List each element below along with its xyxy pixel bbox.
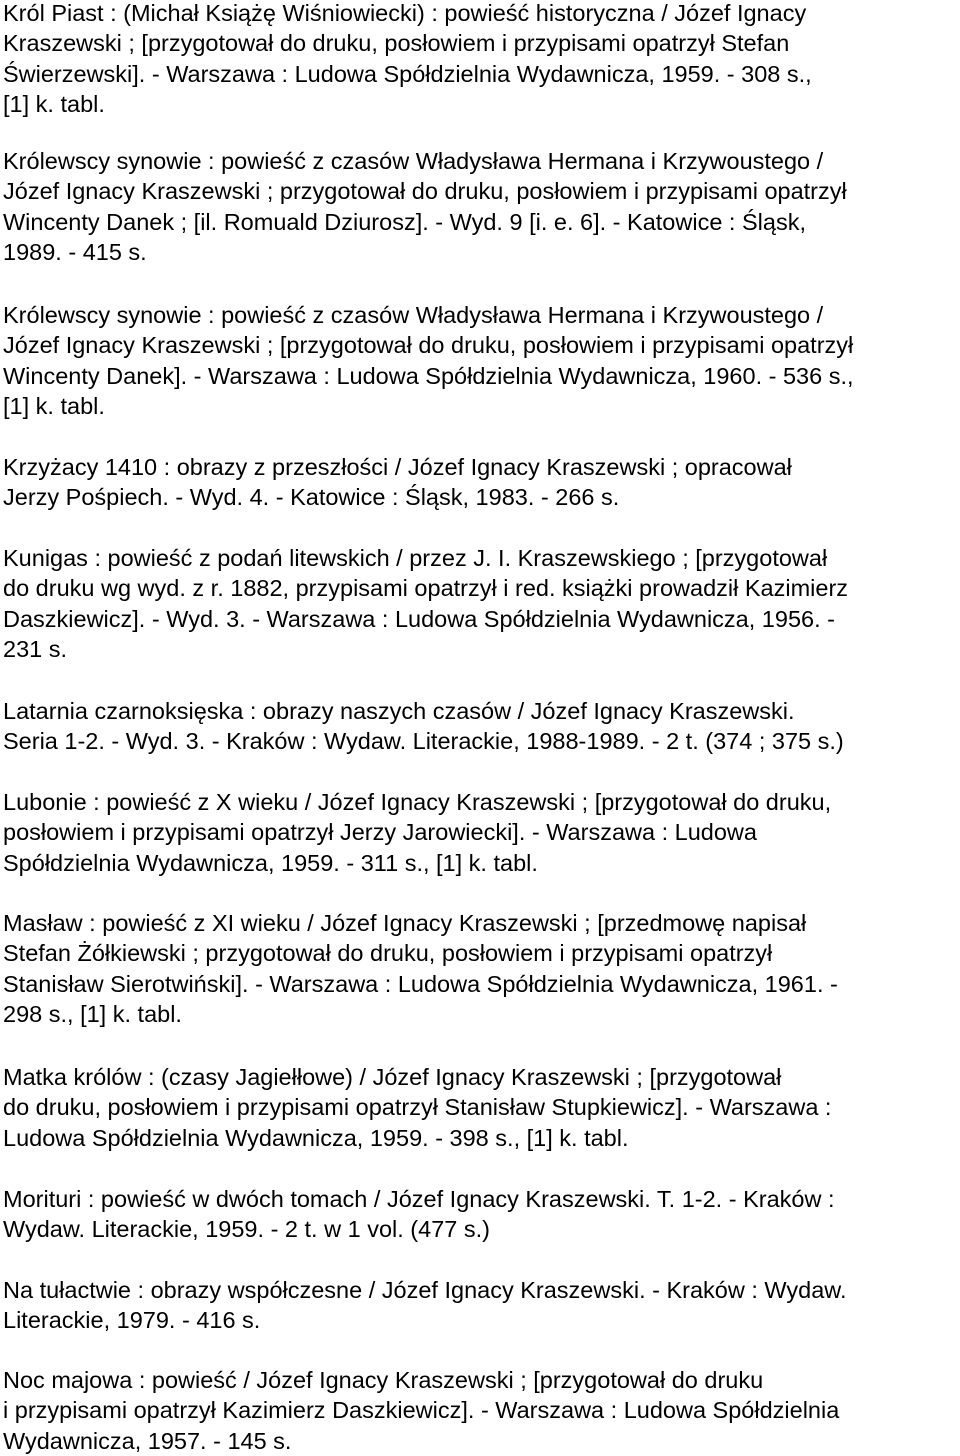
bibliography-entry-morituri — [3, 1184, 835, 1245]
entry-line: Wydawnicza, 1957. - 145 s. — [3, 1427, 292, 1454]
bibliography-entry-krolewscy-synowie-1989 — [3, 146, 847, 267]
entry-line: Latarnia czarnoksięska : obrazy naszych czasów / Józef Ignacy Kraszewski. — [3, 698, 795, 724]
entry-line: Morituri : powieść w dwóch tomach / Józef Ignacy Kraszewski. T. 1-2. - Kraków : — [3, 1186, 835, 1212]
bibliography-entry-na-tulactwie — [3, 1275, 847, 1336]
bibliography-entry-maslaw — [3, 908, 838, 1029]
entry-line: Kraszewski ; [przygotował do druku, posłowiem i przypisami opatrzył Stefan — [3, 30, 790, 57]
entry-line: do druku, posłowiem i przypisami opatrzył Stanisław Stupkiewicz]. - Warszawa : — [3, 1094, 832, 1121]
entry-line: Daszkiewicz]. - Wyd. 3. - Warszawa : Ludowa Spółdzielnia Wydawnicza, 1956. - — [3, 605, 835, 632]
entry-line: Jerzy Pośpiech. - Wyd. 4. - Katowice : Śląsk, 1983. - 266 s. — [3, 484, 620, 511]
bibliography-entry-krol-piast — [3, 0, 812, 119]
bibliography-entry-matka-krolow — [3, 1062, 831, 1153]
entry-line: [1] k. tabl. — [3, 90, 105, 117]
entry-line: Noc majowa : powieść / Józef Ignacy Kraszewski ; [przygotował do druku — [3, 1367, 764, 1393]
bibliography-entry-krolewscy-synowie-1960 — [3, 300, 854, 421]
entry-line: Krzyżacy 1410 : obrazy z przeszłości / Józef Ignacy Kraszewski ; opracował — [3, 454, 792, 480]
entry-line: Ludowa Spółdzielnia Wydawnicza, 1959. - 398 s., [1] k. tabl. — [3, 1124, 629, 1151]
entry-line: Wydaw. Literackie, 1959. - 2 t. w 1 vol. (477 s.) — [3, 1216, 490, 1243]
entry-line: 298 s., [1] k. tabl. — [3, 1000, 182, 1027]
bibliography-entry-krzyzacy — [3, 452, 792, 513]
entry-line: Józef Ignacy Kraszewski ; [przygotował do druku, posłowiem i przypisami opatrzył — [3, 332, 854, 359]
bibliography-entry-latarnia-czarnoksieska — [3, 696, 844, 757]
entry-line: Lubonie : powieść z X wieku / Józef Ignacy Kraszewski ; [przygotował do druku, — [3, 789, 832, 815]
entry-line: Stefan Żółkiewski ; przygotował do druku, posłowiem i przypisami opatrzył — [3, 940, 773, 967]
entry-line: Królewscy synowie : powieść z czasów Władysława Hermana i Krzywoustego / — [3, 302, 824, 328]
entry-line: Na tułactwie : obrazy współczesne / Józef Ignacy Kraszewski. - Kraków : Wydaw. — [3, 1277, 847, 1303]
entry-line: Wincenty Danek ; [il. Romuald Dziurosz]. - Wyd. 9 [i. e. 6]. - Katowice : Śląsk, — [3, 208, 806, 235]
bibliography-entry-noc-majowa — [3, 1365, 839, 1456]
entry-line: Wincenty Danek]. - Warszawa : Ludowa Spółdzielnia Wydawnicza, 1960. - 536 s., — [3, 362, 854, 389]
entry-line: posłowiem i przypisami opatrzył Jerzy Jarowiecki]. - Warszawa : Ludowa — [3, 819, 757, 846]
entry-line: i przypisami opatrzył Kazimierz Daszkiewicz]. - Warszawa : Ludowa Spółdzielnia — [3, 1397, 840, 1424]
entry-line: Matka królów : (czasy Jagiełłowe) / Józef Ignacy Kraszewski ; [przygotował — [3, 1064, 782, 1090]
entry-line: Józef Ignacy Kraszewski ; przygotował do druku, posłowiem i przypisami opatrzył — [3, 178, 847, 205]
entry-line: Kunigas : powieść z podań litewskich / przez J. I. Kraszewskiego ; [przygotował — [3, 545, 828, 571]
entry-line: Seria 1-2. - Wyd. 3. - Kraków : Wydaw. Literackie, 1988-1989. - 2 t. (374 ; 375 s.) — [3, 728, 844, 755]
entry-line: Spółdzielnia Wydawnicza, 1959. - 311 s., [1] k. tabl. — [3, 849, 538, 876]
entry-line: do druku wg wyd. z r. 1882, przypisami opatrzył i red. książki prowadził Kazimierz — [3, 575, 849, 602]
bibliography-entry-kunigas — [3, 543, 848, 664]
entry-line: Masław : powieść z XI wieku / Józef Ignacy Kraszewski ; [przedmowę napisał — [3, 910, 807, 936]
entry-line: [1] k. tabl. — [3, 392, 105, 419]
entry-line: Król Piast : (Michał Książę Wiśniowiecki) : powieść historyczna / Józef Ignacy — [3, 0, 807, 26]
entry-line: 231 s. — [3, 635, 68, 662]
bibliography-entry-lubonie — [3, 787, 831, 878]
entry-line: 1989. - 415 s. — [3, 238, 147, 265]
entry-line: Stanisław Sierotwiński]. - Warszawa : Ludowa Spółdzielnia Wydawnicza, 1961. - — [3, 970, 838, 997]
entry-line: Królewscy synowie : powieść z czasów Władysława Hermana i Krzywoustego / — [3, 148, 824, 174]
entry-line: Świerzewski]. - Warszawa : Ludowa Spółdzielnia Wydawnicza, 1959. - 308 s., — [3, 60, 812, 87]
entry-line: Literackie, 1979. - 416 s. — [3, 1307, 261, 1334]
